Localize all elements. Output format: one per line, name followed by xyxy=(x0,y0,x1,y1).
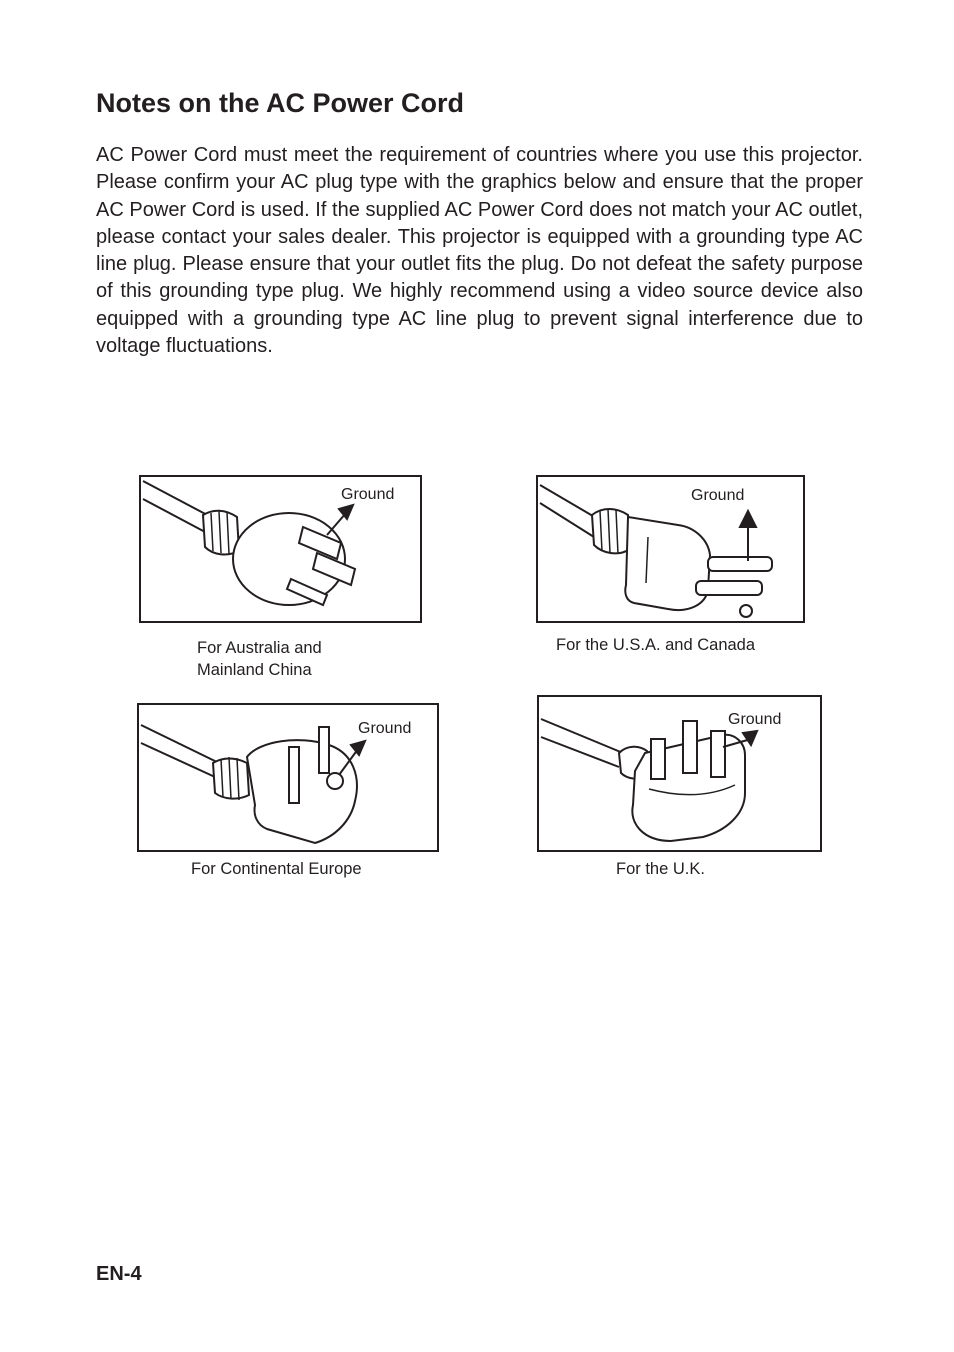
australia-caption-line2: Mainland China xyxy=(197,661,312,679)
europe-plug-figure xyxy=(137,703,439,852)
ground-label: Ground xyxy=(691,487,745,504)
page-number: EN-4 xyxy=(96,1263,142,1285)
australia-caption-line1: For Australia and xyxy=(197,639,322,657)
usa-plug-icon xyxy=(538,477,803,621)
ground-label: Ground xyxy=(358,720,412,737)
ground-label: Ground xyxy=(341,486,395,503)
usa-plug-figure xyxy=(536,475,805,623)
europe-caption: For Continental Europe xyxy=(191,860,362,878)
ground-label: Ground xyxy=(728,711,782,728)
uk-caption: For the U.K. xyxy=(616,860,705,878)
uk-plug-figure xyxy=(537,695,822,852)
australia-plug-figure xyxy=(139,475,422,623)
australia-caption xyxy=(197,637,322,681)
page-title: Notes on the AC Power Cord xyxy=(96,88,465,118)
body-paragraph: AC Power Cord must meet the requirement of countries where you use this projector. Please confirm your AC plug type with the graphics below and ensure that the proper AC Power Cord is used. If the supplied AC Power Cord does not match your AC outlet, please contact your sales dealer. This projector is equipped with a grounding type AC line plug. Please ensure that your outlet fits the plug. Do not defeat the safety purpose of this grounding type plug. We highly recommend using a video source device also equipped with a grounding type AC line plug to prevent signal interference due to voltage fluctuations. xyxy=(96,144,863,358)
usa-caption: For the U.S.A. and Canada xyxy=(556,636,756,654)
